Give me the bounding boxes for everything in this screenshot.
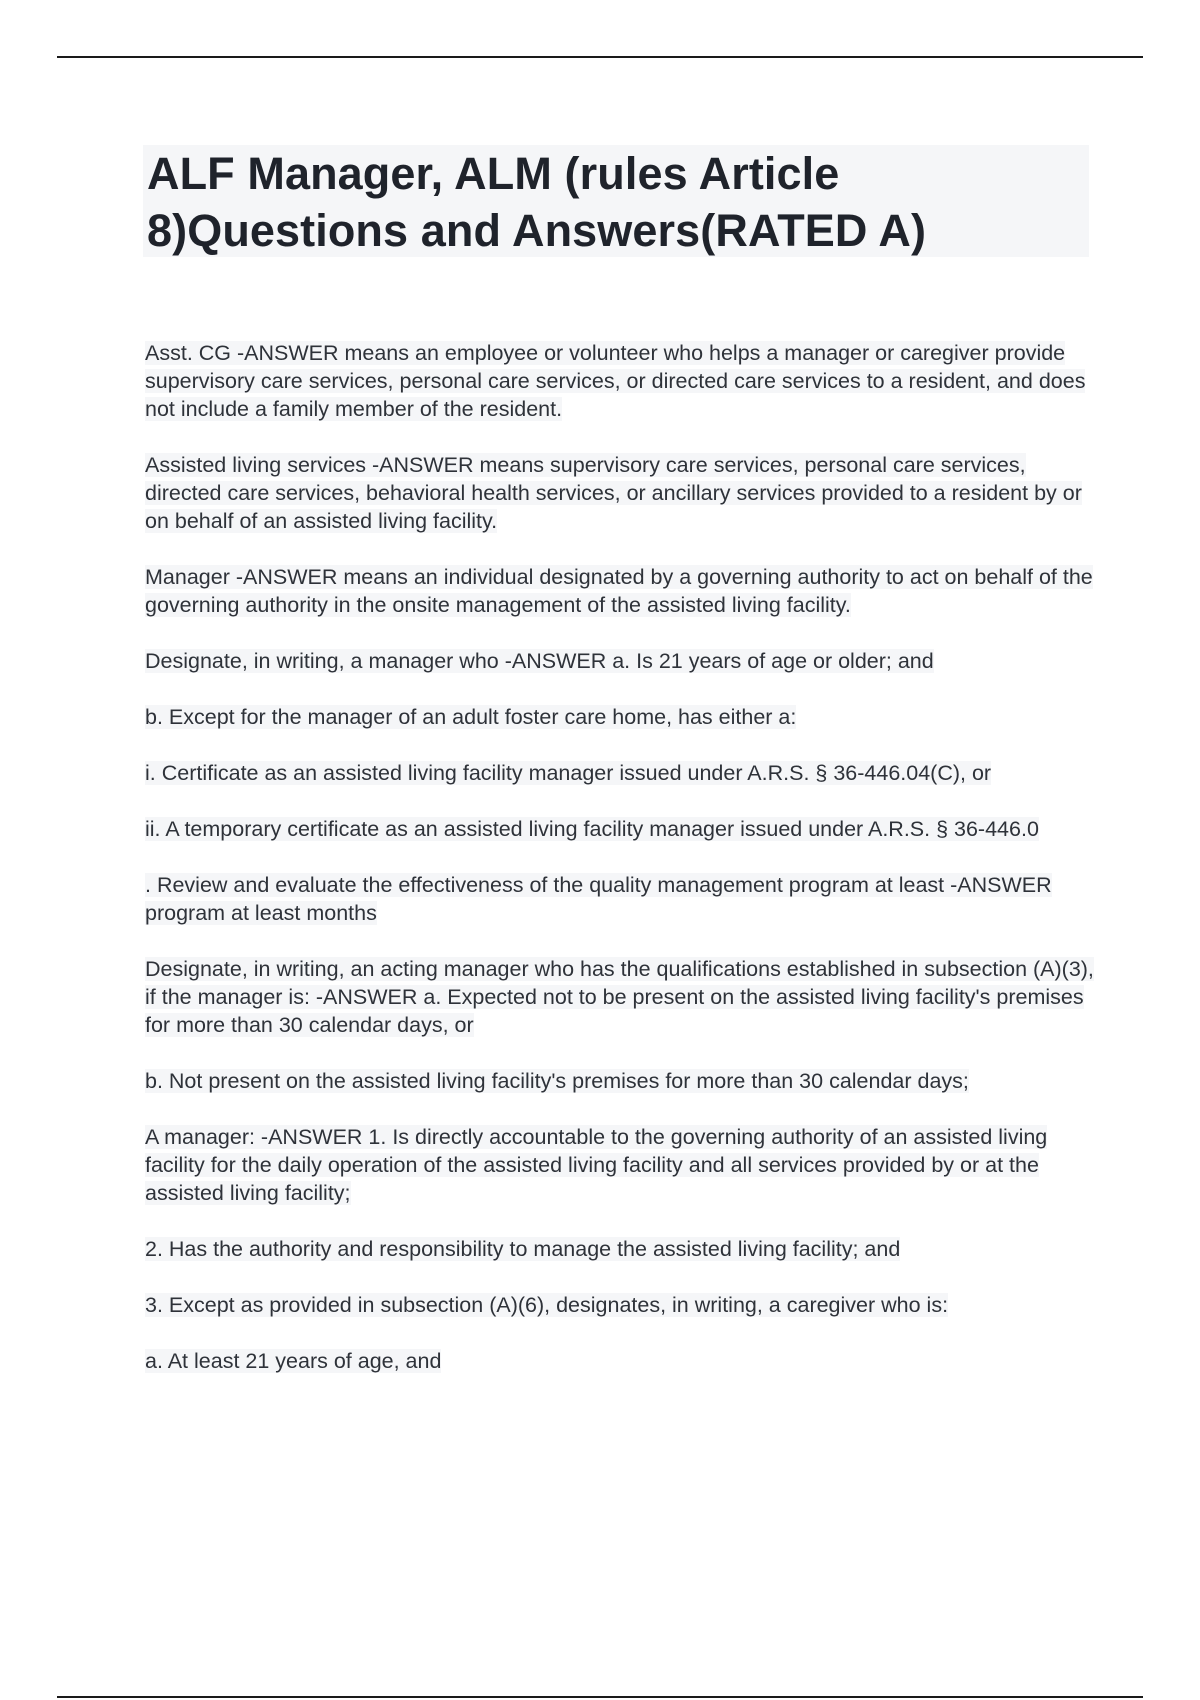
paragraph: [145, 339, 1095, 423]
paragraph-text: . Review and evaluate the effectiveness of the quality management program at least -ANSWER program at least months: [145, 873, 1052, 925]
paragraph-text: Assisted living services -ANSWER means supervisory care services, personal care services, directed care services, behavioral health services, or ancillary services provided to a resident by or on behalf of an assisted living facility.: [145, 453, 1082, 533]
paragraph: [145, 1235, 1095, 1263]
paragraph: [145, 451, 1095, 535]
paragraph: [145, 815, 1095, 843]
paragraph-text: a. At least 21 years of age, and: [145, 1349, 442, 1373]
paragraph-text: Designate, in writing, an acting manager who has the qualifications established in subsection (A)(3), if the manager is: -ANSWER a. Expected not to be present on the assisted living facility's premises for more than 30 calendar days, or: [145, 957, 1094, 1037]
paragraph: [145, 647, 1095, 675]
paragraph-text: ii. A temporary certificate as an assisted living facility manager issued under A.R.S. § 36-446.0: [145, 817, 1039, 841]
bottom-divider: [57, 1696, 1143, 1698]
document-body: [145, 339, 1095, 1403]
paragraph: [145, 955, 1095, 1039]
paragraph: [145, 1123, 1095, 1207]
top-divider: [57, 56, 1143, 58]
paragraph-text: Manager -ANSWER means an individual designated by a governing authority to act on behalf of the governing authority in the onsite management of the assisted living facility.: [145, 565, 1093, 617]
paragraph: [145, 759, 1095, 787]
paragraph: [145, 1347, 1095, 1375]
paragraph-text: A manager: -ANSWER 1. Is directly accountable to the governing authority of an assisted living facility for the daily operation of the assisted living facility and all services provided by or at the assisted living facility;: [145, 1125, 1048, 1205]
paragraph-text: Designate, in writing, a manager who -ANSWER a. Is 21 years of age or older; and: [145, 649, 934, 673]
paragraph: [145, 1291, 1095, 1319]
paragraph: [145, 871, 1095, 927]
paragraph: [145, 703, 1095, 731]
paragraph-text: 2. Has the authority and responsibility to manage the assisted living facility; and: [145, 1237, 901, 1261]
paragraph-text: 3. Except as provided in subsection (A)(6), designates, in writing, a caregiver who is:: [145, 1293, 949, 1317]
title-block: [143, 145, 1089, 257]
paragraph: [145, 563, 1095, 619]
paragraph-text: b. Not present on the assisted living facility's premises for more than 30 calendar days;: [145, 1069, 969, 1093]
paragraph: [145, 1067, 1095, 1095]
paragraph-text: Asst. CG -ANSWER means an employee or volunteer who helps a manager or caregiver provide supervisory care services, personal care services, or directed care services to a resident, and does not include a family member of the resident.: [145, 341, 1086, 421]
paragraph-text: b. Except for the manager of an adult foster care home, has either a:: [145, 705, 797, 729]
document-title: ALF Manager, ALM (rules Article 8)Questions and Answers(RATED A): [147, 148, 927, 256]
paragraph-text: i. Certificate as an assisted living facility manager issued under A.R.S. § 36-446.04(C), or: [145, 761, 992, 785]
